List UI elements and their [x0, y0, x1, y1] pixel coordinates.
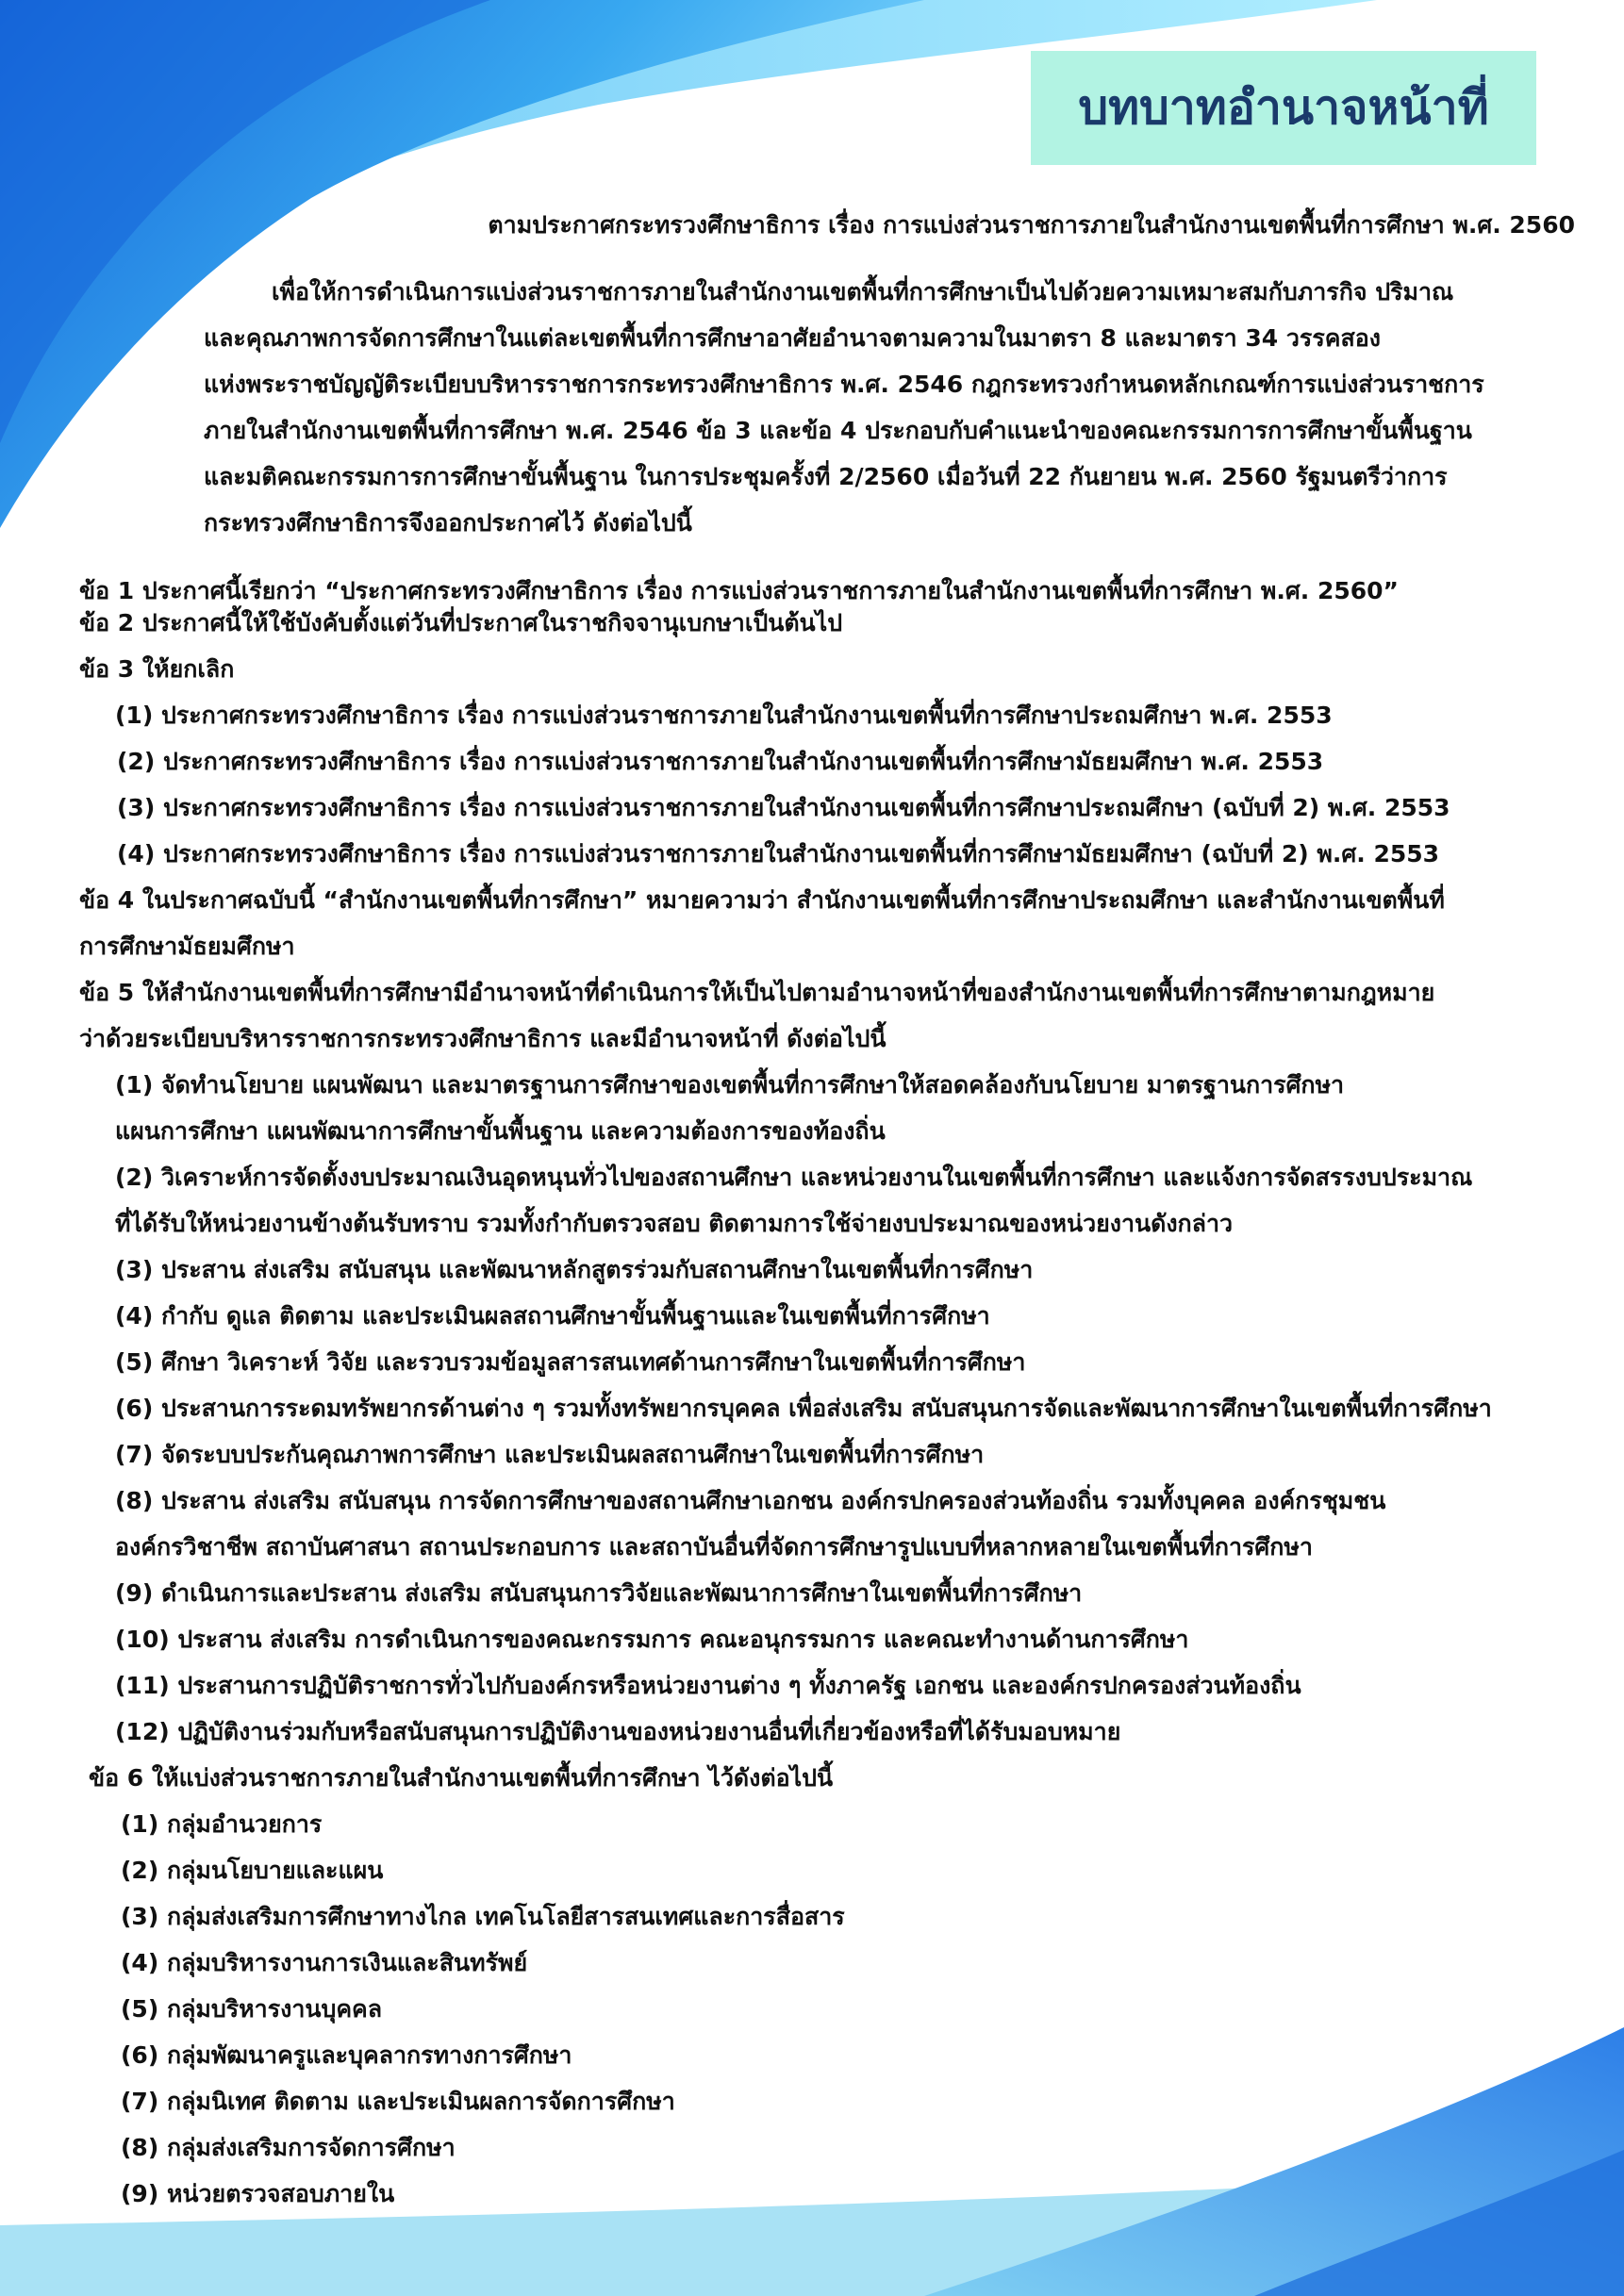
- clause-5-line: ข้อ 5 ให้สำนักงานเขตพื้นที่การศึกษามีอำนาจหน้าที่ดำเนินการให้เป็นไปตามอำนาจหน้าที่ของสำนักงานเขตพื้นที่การศึกษาตามกฎหมาย: [79, 979, 1435, 1006]
- intro-line: เพื่อให้การดำเนินการแบ่งส่วนราชการภายในสำนักงานเขตพื้นที่การศึกษาเป็นไปด้วยความเหมาะสมกับภารกิจ ปริมาณ: [272, 278, 1454, 306]
- clause-6-item: (7) กลุ่มนิเทศ ติดตาม และประเมินผลการจัดการศึกษา: [121, 2088, 675, 2115]
- clause-5-item: (3) ประสาน ส่งเสริม สนับสนุน และพัฒนาหลักสูตรร่วมกับสถานศึกษาในเขตพื้นที่การศึกษา: [115, 1256, 1034, 1283]
- page-title: บทบาทอำนาจหน้าที่: [1078, 79, 1489, 135]
- clause-6-item: (9) หน่วยตรวจสอบภายใน: [121, 2180, 395, 2207]
- clauses-section: [79, 572, 1616, 2222]
- clause-3-item: (4) ประกาศกระทรวงศึกษาธิการ เรื่อง การแบ่งส่วนราชการภายในสำนักงานเขตพื้นที่การศึกษามัธยมศึกษา (ฉบับที่ 2) พ.ศ. 2553: [117, 840, 1440, 867]
- clause-3: ข้อ 3 ให้ยกเลิก: [79, 655, 235, 683]
- intro-line: กระทรวงศึกษาธิการจึงออกประกาศไว้ ดังต่อไปนี้: [204, 509, 692, 537]
- clause-3-item: (2) ประกาศกระทรวงศึกษาธิการ เรื่อง การแบ่งส่วนราชการภายในสำนักงานเขตพื้นที่การศึกษามัธยมศึกษา พ.ศ. 2553: [117, 748, 1324, 775]
- clause-5-item: (7) จัดระบบประกันคุณภาพการศึกษา และประเมินผลสถานศึกษาในเขตพื้นที่การศึกษา: [115, 1441, 985, 1468]
- clause-5-item: (11) ประสานการปฏิบัติราชการทั่วไปกับองค์กรหรือหน่วยงานต่าง ๆ ทั้งภาครัฐ เอกชน และองค์กรปกครองส่วนท้องถิ่น: [115, 1672, 1301, 1699]
- clause-6-item: (6) กลุ่มพัฒนาครูและบุคลากรทางการศึกษา: [121, 2041, 572, 2069]
- clause-5-item: (10) ประสาน ส่งเสริม การดำเนินการของคณะกรรมการ คณะอนุกรรมการ และคณะทำงานด้านการศึกษา: [115, 1626, 1189, 1653]
- clause-5-item: (8) ประสาน ส่งเสริม สนับสนุน การจัดการศึกษาของสถานศึกษาเอกชน องค์กรปกครองส่วนท้องถิ่น รวมทั้งบุคคล องค์กรชุมชน: [115, 1487, 1386, 1514]
- clause-6-item: (2) กลุ่มนโยบายและแผน: [121, 1857, 384, 1884]
- clause-3-item: (3) ประกาศกระทรวงศึกษาธิการ เรื่อง การแบ่งส่วนราชการภายในสำนักงานเขตพื้นที่การศึกษาประถมศึกษา (ฉบับที่ 2) พ.ศ. 2553: [117, 794, 1450, 821]
- clause-6-item: (5) กลุ่มบริหารงานบุคคล: [121, 1995, 383, 2023]
- clause-5-item: ที่ได้รับให้หน่วยงานข้างต้นรับทราบ รวมทั้งกำกับตรวจสอบ ติดตามการใช้จ่ายงบประมาณของหน่วยงานดังกล่าว: [115, 1210, 1234, 1237]
- clause-5-item: (12) ปฏิบัติงานร่วมกับหรือสนับสนุนการปฏิบัติงานของหน่วยงานอื่นที่เกี่ยวข้องหรือที่ได้รับมอบหมาย: [115, 1718, 1121, 1745]
- clause-4-line: ข้อ 4 ในประกาศฉบับนี้ “สำนักงานเขตพื้นที่การศึกษา” หมายความว่า สำนักงานเขตพื้นที่การศึกษาประถมศึกษา และสำนักงานเขตพื้นที่: [79, 886, 1445, 914]
- title-banner: [1031, 51, 1536, 165]
- intro-paragraph: [204, 273, 1590, 551]
- clause-6-item: (3) กลุ่มส่งเสริมการศึกษาทางไกล เทคโนโลยีสารสนเทศและการสื่อสาร: [121, 1903, 845, 1930]
- clause-5-item: (1) จัดทำนโยบาย แผนพัฒนา และมาตรฐานการศึกษาของเขตพื้นที่การศึกษาให้สอดคล้องกับนโยบาย มาตรฐานการศึกษา: [115, 1071, 1345, 1098]
- intro-line: แห่งพระราชบัญญัติระเบียบบริหารราชการกระทรวงศึกษาธิการ พ.ศ. 2546 กฎกระทรวงกำหนดหลักเกณฑ์การแบ่งส่วนราชการ: [204, 371, 1484, 398]
- clause-5-item: องค์กรวิชาชีพ สถาบันศาสนา สถานประกอบการ และสถาบันอื่นที่จัดการศึกษารูปแบบที่หลากหลายในเขตพื้นที่การศึกษา: [115, 1533, 1313, 1561]
- clause-6-item: (1) กลุ่มอำนวยการ: [121, 1810, 323, 1838]
- clause-5-item: (2) วิเคราะห์การจัดตั้งงบประมาณเงินอุดหนุนทั่วไปของสถานศึกษา และหน่วยงานในเขตพื้นที่การศึกษา และแจ้งการจัดสรรงบประมาณ: [115, 1164, 1473, 1191]
- clause-5-item: (9) ดำเนินการและประสาน ส่งเสริม สนับสนุนการวิจัยและพัฒนาการศึกษาในเขตพื้นที่การศึกษา: [115, 1579, 1083, 1607]
- clause-3-item: (1) ประกาศกระทรวงศึกษาธิการ เรื่อง การแบ่งส่วนราชการภายในสำนักงานเขตพื้นที่การศึกษาประถมศึกษา พ.ศ. 2553: [115, 702, 1333, 729]
- clause-4-line: การศึกษามัธยมศึกษา: [79, 933, 295, 960]
- clause-5-item: (5) ศึกษา วิเคราะห์ วิจัย และรวบรวมข้อมูลสารสนเทศด้านการศึกษาในเขตพื้นที่การศึกษา: [115, 1348, 1026, 1376]
- clause-5-item: (4) กำกับ ดูแล ติดตาม และประเมินผลสถานศึกษาขั้นพื้นฐานและในเขตพื้นที่การศึกษา: [115, 1302, 990, 1330]
- intro-line: และมติคณะกรรมการการศึกษาขั้นพื้นฐาน ในการประชุมครั้งที่ 2/2560 เมื่อวันที่ 22 กันยายน พ.ศ. 2560 รัฐมนตรีว่าการ: [204, 463, 1448, 490]
- clause-6-item: (8) กลุ่มส่งเสริมการจัดการศึกษา: [121, 2134, 456, 2161]
- intro-line: ภายในสำนักงานเขตพื้นที่การศึกษา พ.ศ. 2546 ข้อ 3 และข้อ 4 ประกอบกับคำแนะนำของคณะกรรมการการศึกษาขั้นพื้นฐาน: [204, 417, 1472, 444]
- clause-1: ข้อ 1 ประกาศนี้เรียกว่า “ประกาศกระทรวงศึกษาธิการ เรื่อง การแบ่งส่วนราชการภายในสำนักงานเขตพื้นที่การศึกษา พ.ศ. 2560”: [79, 577, 1399, 604]
- clause-6-item: (4) กลุ่มบริหารงานการเงินและสินทรัพย์: [121, 1949, 528, 1976]
- page-subtitle: ตามประกาศกระทรวงศึกษาธิการ เรื่อง การแบ่งส่วนราชการภายในสำนักงานเขตพื้นที่การศึกษา พ.ศ. 2560: [488, 211, 1575, 239]
- clause-5-item: (6) ประสานการระดมทรัพยากรด้านต่าง ๆ รวมทั้งทรัพยากรบุคคล เพื่อส่งเสริม สนับสนุนการจัดและพัฒนาการศึกษาในเขตพื้นที่การศึกษา: [115, 1395, 1492, 1422]
- clause-6: ข้อ 6 ให้แบ่งส่วนราชการภายในสำนักงานเขตพื้นที่การศึกษา ไว้ดังต่อไปนี้: [89, 1764, 834, 1792]
- clause-5-line: ว่าด้วยระเบียบบริหารราชการกระทรวงศึกษาธิการ และมีอำนาจหน้าที่ ดังต่อไปนี้: [79, 1025, 887, 1052]
- intro-line: และคุณภาพการจัดการศึกษาในแต่ละเขตพื้นที่การศึกษาอาศัยอำนาจตามความในมาตรา 8 และมาตรา 34 วรรคสอง: [204, 324, 1381, 352]
- clause-5-item: แผนการศึกษา แผนพัฒนาการศึกษาขั้นพื้นฐาน และความต้องการของท้องถิ่น: [115, 1117, 886, 1145]
- clause-2: ข้อ 2 ประกาศนี้ให้ใช้บังคับตั้งแต่วันที่ประกาศในราชกิจจานุเบกษาเป็นต้นไป: [79, 609, 843, 636]
